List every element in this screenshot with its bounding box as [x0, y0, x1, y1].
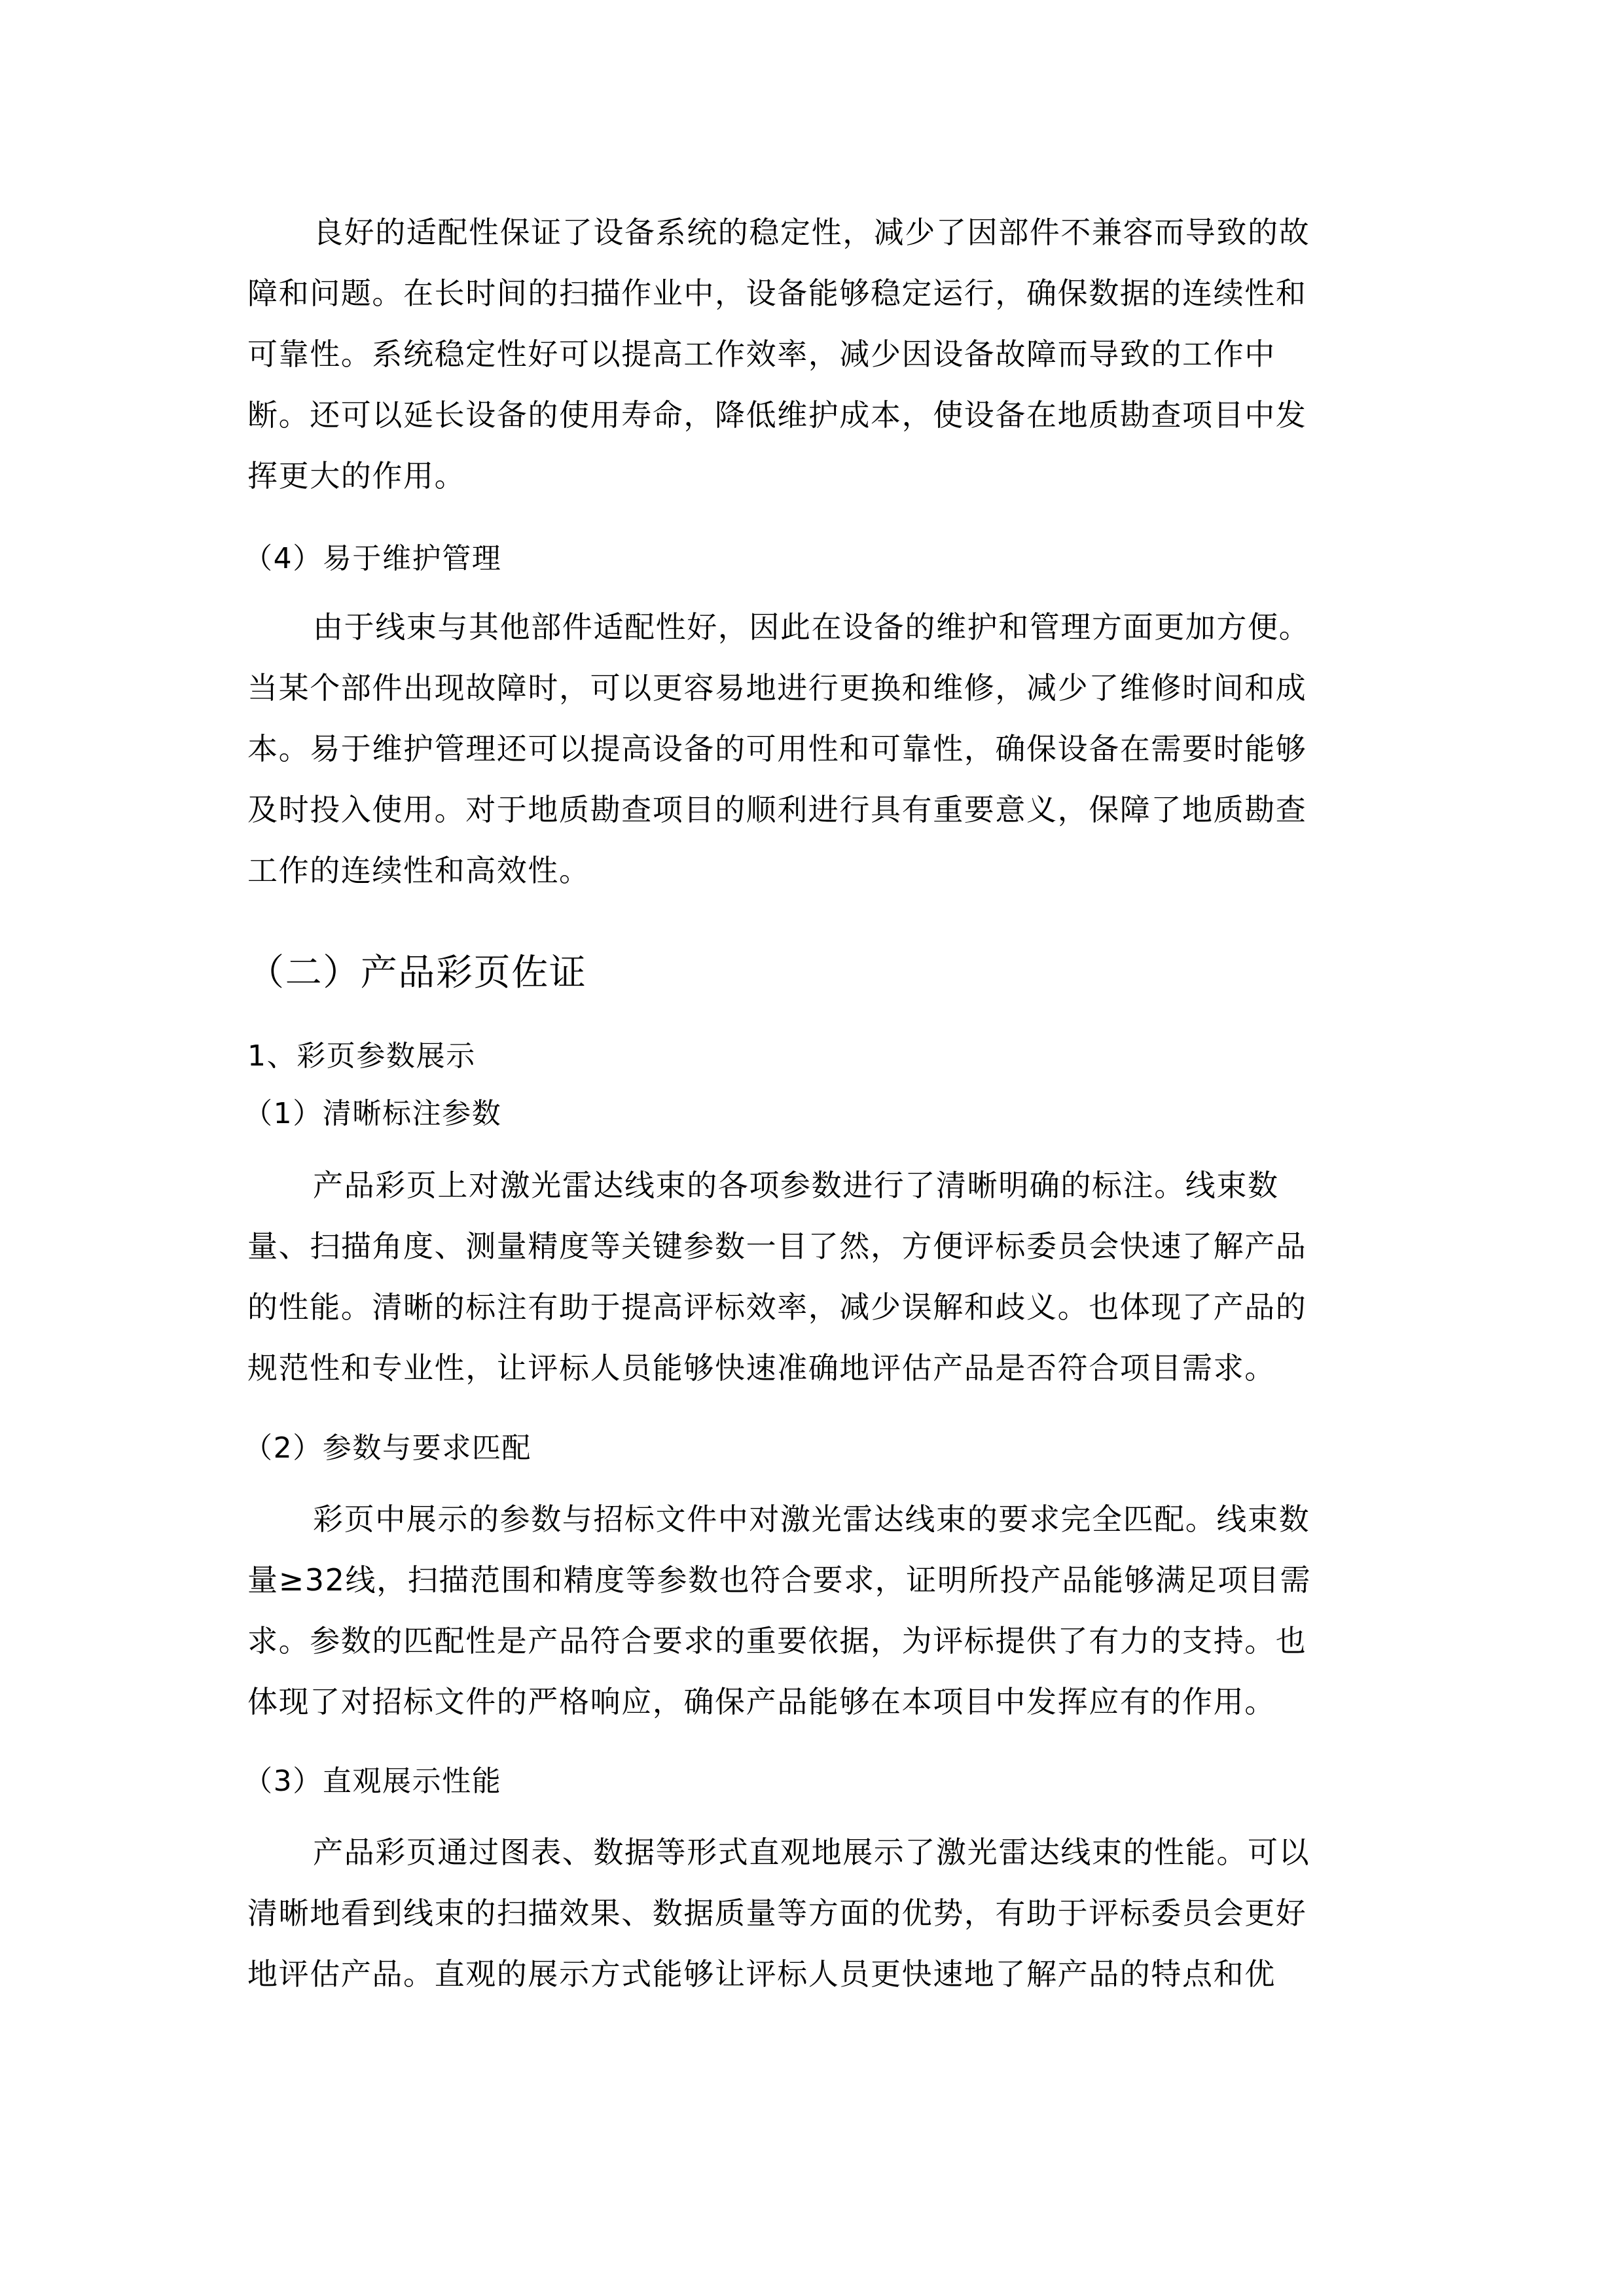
section-heading: （二）产品彩页佐证 [247, 952, 587, 994]
paragraph-line: 规范性和专业性，让评标人员能够快速准确地评估产品是否符合项目需求。 [247, 1350, 1276, 1386]
paragraph-line: 地评估产品。直观的展示方式能够让评标人员更快速地了解产品的特点和优 [247, 1956, 1276, 1992]
paragraph-line: 挥更大的作用。 [247, 458, 466, 493]
paragraph-line: 障和问题。在长时间的扫描作业中，设备能够稳定运行，确保数据的连续性和 [247, 276, 1307, 311]
paragraph-line: 清晰地看到线束的扫描效果、数据质量等方面的优势，有助于评标委员会更好 [247, 1895, 1307, 1931]
paragraph-line: 断。还可以延长设备的使用寿命，降低维护成本，使设备在地质勘查项目中发 [247, 397, 1307, 433]
subheading: （3）直观展示性能 [244, 1765, 502, 1798]
paragraph-line: 体现了对招标文件的严格响应，确保产品能够在本项目中发挥应有的作用。 [247, 1684, 1276, 1719]
paragraph-line: 产品彩页上对激光雷达线束的各项参数进行了清晰明确的标注。线束数 [313, 1168, 1279, 1203]
paragraph-line: 可靠性。系统稳定性好可以提高工作效率，减少因设备故障而导致的工作中 [247, 336, 1276, 372]
paragraph-line: 彩页中展示的参数与招标文件中对激光雷达线束的要求完全匹配。线束数 [313, 1501, 1310, 1537]
subheading: （1）清晰标注参数 [244, 1097, 502, 1130]
paragraph-line: 当某个部件出现故障时，可以更容易地进行更换和维修，减少了维修时间和成 [247, 670, 1307, 706]
paragraph-line: 求。参数的匹配性是产品符合要求的重要依据，为评标提供了有力的支持。也 [247, 1623, 1307, 1659]
paragraph-line: 的性能。清晰的标注有助于提高评标效率，减少误解和歧义。也体现了产品的 [247, 1289, 1307, 1325]
section-subheading: 1、彩页参数展示 [247, 1039, 476, 1073]
paragraph-line: 良好的适配性保证了设备系统的稳定性，减少了因部件不兼容而导致的故 [313, 215, 1310, 250]
paragraph-line: 本。易于维护管理还可以提高设备的可用性和可靠性，确保设备在需要时能够 [247, 731, 1307, 766]
subheading: （4）易于维护管理 [244, 542, 502, 575]
paragraph-line: 及时投入使用。对于地质勘查项目的顺利进行具有重要意义，保障了地质勘查 [247, 792, 1307, 827]
paragraph-line: 产品彩页通过图表、数据等形式直观地展示了激光雷达线束的性能。可以 [313, 1835, 1310, 1870]
subheading: （2）参数与要求匹配 [244, 1431, 532, 1465]
paragraph-line: 量、扫描角度、测量精度等关键参数一目了然，方便评标委员会快速了解产品 [247, 1229, 1307, 1264]
paragraph-line: 量≥32线，扫描范围和精度等参数也符合要求，证明所投产品能够满足项目需 [247, 1562, 1312, 1598]
paragraph-line: 由于线束与其他部件适配性好，因此在设备的维护和管理方面更加方便。 [313, 609, 1310, 645]
paragraph-line: 工作的连续性和高效性。 [247, 853, 590, 888]
